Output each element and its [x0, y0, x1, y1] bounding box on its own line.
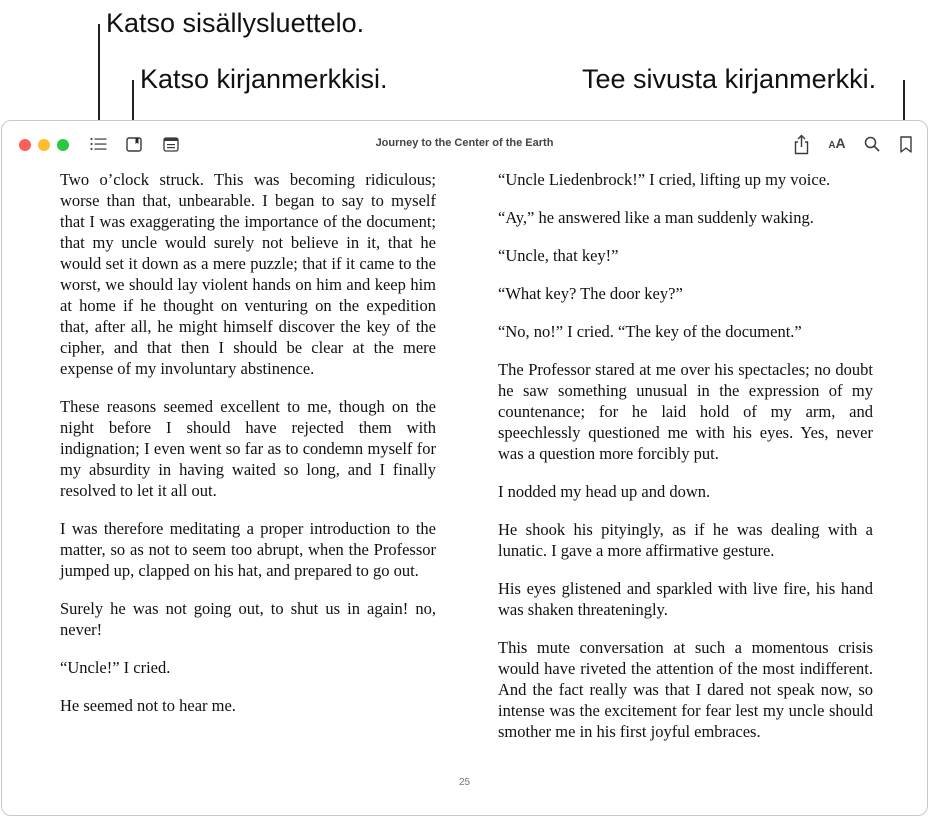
paragraph: He seemed not to hear me.: [60, 696, 236, 715]
paragraph: This mute conversation at such a momentous crisis would have riveted the attention of the most indifferent. And the fact really was that I dared not speak now, so intense was the excitement for fear lest my uncle should smother me in his first joyful embraces.: [498, 638, 873, 741]
paragraph: I nodded my head up and down.: [498, 482, 711, 501]
paragraph: “Uncle!” I cried.: [60, 658, 171, 677]
callout-add-bookmark: Tee sivusta kirjanmerkki.: [582, 64, 877, 94]
text-size-icon: AA: [828, 135, 846, 151]
paragraph: “Uncle, that key!”: [498, 246, 619, 265]
books-window: [1, 120, 928, 816]
window-title: Journey to the Center of the Earth: [375, 137, 554, 149]
paragraph: He shook his pityingly, as if he was dealing with a lunatic. I gave a more affirmative gesture.: [498, 520, 873, 560]
share-button[interactable]: [791, 133, 811, 155]
left-page-column: [60, 169, 436, 716]
page-number: 25: [458, 777, 471, 788]
text-size-button[interactable]: [825, 135, 849, 153]
paragraph: His eyes glistened and sparkled with live fire, his hand was shaken threateningly.: [498, 579, 873, 619]
paragraph: The Professor stared at me over his spectacles; no doubt he saw something unusual in the expression of my countenance; for he laid hold of my arm, and speechlessly questioned me with his eyes. Yes, never was a question more forcibly put.: [498, 360, 873, 463]
paragraph: “No, no!” I cried. “The key of the document.”: [498, 322, 802, 341]
search-icon: [864, 136, 880, 152]
paragraph: “Ay,” he answered like a man suddenly waking.: [498, 208, 814, 227]
paragraph: These reasons seemed excellent to me, though on the night before I should have rejected them with indignation; I even went so far as to condemn myself for my absurdity in having waited so long, and I finally resolved to let it all out.: [60, 397, 436, 500]
paragraph: “What key? The door key?”: [498, 284, 683, 303]
callout-toc: Katso sisällysluettelo.: [106, 8, 365, 38]
callout-bookmarks: Katso kirjanmerkkisi.: [140, 64, 388, 94]
paragraph: “Uncle Liedenbrock!” I cried, lifting up my voice.: [498, 170, 831, 189]
paragraph: Surely he was not going out, to shut us in again! no, never!: [60, 599, 436, 639]
search-button[interactable]: [863, 135, 881, 153]
callout-toc-line: [98, 24, 100, 127]
paragraph: I was therefore meditating a proper introduction to the matter, so as not to seem too abrupt, when the Professor jumped up, clapped on his hat, and prepared to go out.: [60, 519, 436, 580]
add-bookmark-button[interactable]: [898, 134, 914, 154]
paragraph: Two o’clock struck. This was becoming ridiculous; worse than that, unbearable. I began to say to myself that I was exaggerating the importance of the document; that my uncle would surely not believe in it, that he would set it down as a mere puzzle; that if it came to the worst, we should lay violent hands on him and keep him at home if he thought on venturing on the expedition that, after all, he might himself discover the key of the cipher, and that then I should be clear at the mere expense of my involuntary abstinence.: [60, 170, 436, 378]
right-page-column: [498, 169, 873, 742]
share-icon: [793, 134, 810, 155]
bookmark-icon: [900, 136, 912, 153]
